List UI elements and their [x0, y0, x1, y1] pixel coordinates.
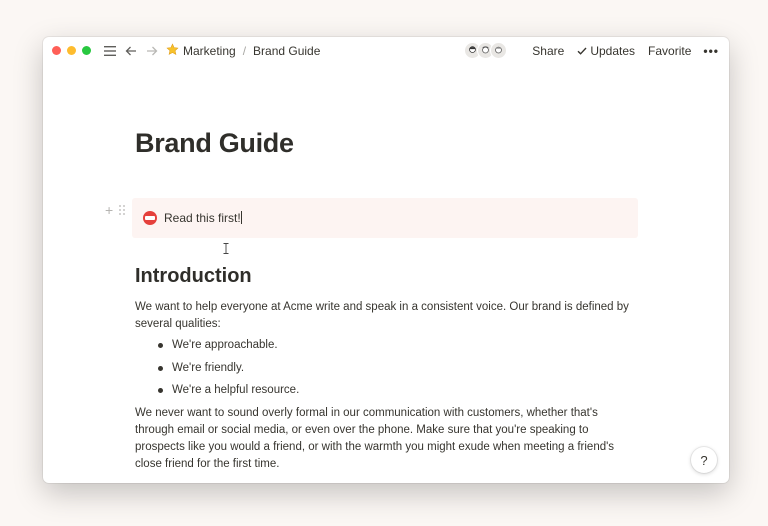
- section-heading[interactable]: Introduction: [135, 265, 252, 287]
- callout-text[interactable]: [164, 211, 242, 225]
- list-item[interactable]: We're a helpful resource.: [135, 382, 299, 405]
- checkmark-icon: [577, 46, 587, 56]
- collaborator-avatars[interactable]: [464, 42, 507, 59]
- intro-paragraph[interactable]: We want to help everyone at Acme write and speak in a consistent voice. Our brand is defined by several qualities:: [135, 301, 629, 330]
- more-options-icon[interactable]: •••: [703, 43, 719, 58]
- drag-handle-icon[interactable]: [119, 202, 125, 218]
- breadcrumb-marketing[interactable]: Marketing: [183, 43, 236, 58]
- titlebar: [43, 37, 729, 64]
- callout-text-content: Read this first!: [164, 211, 241, 225]
- help-button[interactable]: ?: [691, 447, 717, 473]
- breadcrumb-brand-guide[interactable]: Brand Guide: [253, 43, 321, 58]
- breadcrumb: [166, 43, 320, 59]
- add-block-icon[interactable]: +: [105, 202, 114, 218]
- forward-arrow-icon[interactable]: [144, 43, 160, 59]
- window-controls: [52, 46, 97, 55]
- avatar: [490, 42, 507, 59]
- minimize-window-button[interactable]: [67, 46, 76, 55]
- list-item[interactable]: We're friendly.: [135, 360, 299, 383]
- breadcrumb-separator: /: [242, 43, 247, 58]
- closing-paragraph[interactable]: We never want to sound overly formal in our communication with customers, whether that's through email or social media, or even over the phone. Make sure that you're speaking to prospects like you would a friend, or with the warmth you might exude when meeting a friend's close friend for the first time.: [135, 407, 615, 470]
- app-window: [43, 37, 729, 483]
- titlebar-actions: [464, 42, 719, 59]
- qualities-list: [135, 337, 299, 405]
- page-title[interactable]: Brand Guide: [135, 128, 294, 158]
- text-cursor-icon: [223, 243, 229, 257]
- close-window-button[interactable]: [52, 46, 61, 55]
- star-icon: [166, 43, 179, 59]
- maximize-window-button[interactable]: [82, 46, 91, 55]
- updates-button[interactable]: [577, 44, 635, 58]
- list-item[interactable]: We're approachable.: [135, 337, 299, 360]
- back-arrow-icon[interactable]: [123, 43, 139, 59]
- share-button[interactable]: Share: [532, 43, 565, 58]
- callout-block[interactable]: [132, 198, 638, 238]
- text-caret: [241, 211, 242, 224]
- favorite-button[interactable]: Favorite: [648, 43, 692, 58]
- no-entry-icon[interactable]: [143, 211, 157, 225]
- block-handle: [105, 202, 131, 218]
- updates-label: Updates: [590, 43, 636, 58]
- sidebar-menu-icon[interactable]: [102, 43, 118, 59]
